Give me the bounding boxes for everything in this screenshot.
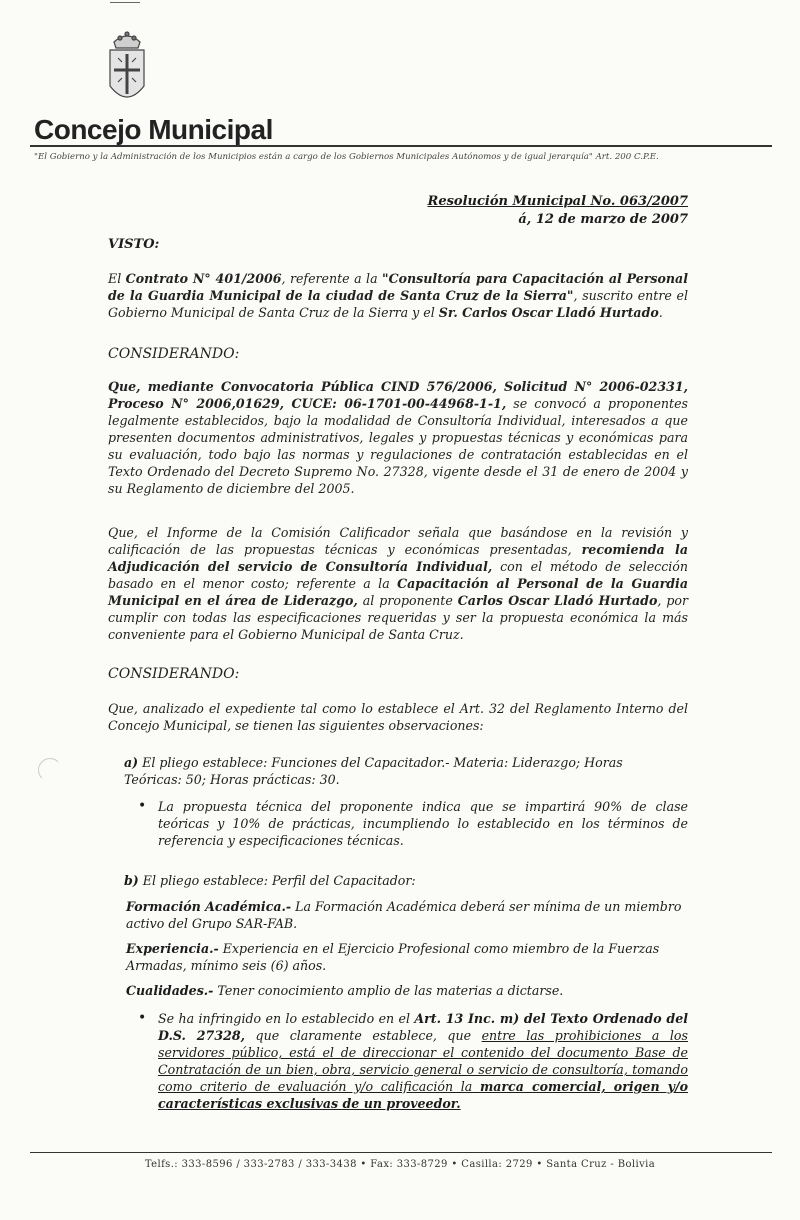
observation-item-a: a) El pliego establece: Funciones del Capacitador.- Materia: Liderazgo; Horas Teóricas: 50; Horas prácticas: 30. (124, 755, 623, 787)
considerando-intro: Que, analizado el expediente tal como lo establece el Art. 32 del Reglamento Interno del Concejo Municipal, se tienen las siguientes observaciones: (108, 701, 688, 733)
punch-hole-mark (38, 758, 62, 782)
resolution-date: á, 12 de marzo de 2007 (518, 212, 688, 227)
visto-heading: VISTO: (108, 237, 160, 252)
organization-name: Concejo Municipal (34, 114, 273, 145)
considerando-paragraph-2: Que, el Informe de la Comisión Calificador señala que basándose en la revisión y calificación de las propuestas técnicas y económicas presentadas, recomienda la Adjudicación del servicio de Consultoría Individual, con el método de selección basado en el menor costo; referente a la Capacitación al Personal de la Guardia Municipal en el área de Liderazgo, al proponente Carlos Oscar Lladó Hurtado, por cumplir con todas las especificaciones requeridas y ser la propuesta económica la más conveniente para el Gobierno Municipal de Santa Cruz. (108, 525, 688, 642)
considerando-paragraph-1: Que, mediante Convocatoria Pública CIND 576/2006, Solicitud N° 2006-02331, Proceso N° 2006,01629, CUCE: 06-1701-00-44968-1-1, se convocó a proponentes legalmente establecidos, bajo la modalidad de Consultoría Individual, interesados a que presenten documentos administrativos, legales y propuestas técnicas y económicas para su evaluación, todo bajo las normas y regulaciones de contratación establecidas en el Texto Ordenado del Decreto Supremo No. 27328, vigente desde el 31 de enero de 2004 y su Reglamento de diciembre del 2005. (108, 379, 688, 496)
formacion-academica: Formación Académica.- La Formación Académica deberá ser mínima de un miembro activo del Grupo SAR-FAB. (126, 899, 682, 931)
resolution-number: Resolución Municipal No. 063/2007 (427, 194, 688, 209)
footer-contact: Telfs.: 333-8596 / 333-2783 / 333-3438 • Fax: 333-8729 • Casilla: 2729 • Santa Cruz - Bolivia (144, 1159, 656, 1170)
observation-bullet-1: La propuesta técnica del proponente indica que se impartirá 90% de clase teóricas y 10% de prácticas, incumpliendo lo establecido en los términos de referencia y especificaciones técnicas. (158, 799, 688, 848)
experiencia: Experiencia.- Experiencia en el Ejercicio Profesional como miembro de la Fuerzas Armadas, mínimo seis (6) años. (126, 941, 660, 973)
observation-bullet-2: Se ha infringido en lo establecido en el Art. 13 Inc. m) del Texto Ordenado del D.S. 27328, que claramente establece, que entre las prohibiciones a los servidores público, está el de direccionar el contenido del documento Base de Contratación de un bien, obra, servicio general o servicio de consultoría, tomando como criterio de evaluación y/o calificación la marca comercial, origen y/o características exclusivas de un proveedor. (158, 1011, 689, 1111)
considerando-heading-1: CONSIDERANDO: (108, 346, 240, 362)
header-divider (30, 145, 772, 147)
bullet-icon: • (138, 798, 147, 814)
visto-paragraph: El Contrato N° 401/2006, referente a la "Consultoría para Capacitación al Personal de la Guardia Municipal de la ciudad de Santa Cruz de la Sierra", suscrito entre el Gobierno Municipal de Santa Cruz de la Sierra y el Sr. Carlos Oscar Lladó Hurtado. (108, 271, 688, 320)
bullet-icon: • (138, 1010, 147, 1026)
scan-mark (110, 2, 140, 3)
cualidades: Cualidades.- Tener conocimiento amplio de las materias a dictarse. (126, 983, 564, 998)
observation-item-b: b) El pliego establece: Perfil del Capacitador: (124, 873, 416, 888)
footer-divider (30, 1152, 772, 1153)
coat-of-arms-icon (104, 28, 150, 112)
header-quote: "El Gobierno y la Administración de los Municipios están a cargo de los Gobiernos Municipales Autónomos y de igual jerarquía" Art. 200 C.P.E. (34, 152, 659, 162)
considerando-heading-2: CONSIDERANDO: (108, 666, 240, 682)
